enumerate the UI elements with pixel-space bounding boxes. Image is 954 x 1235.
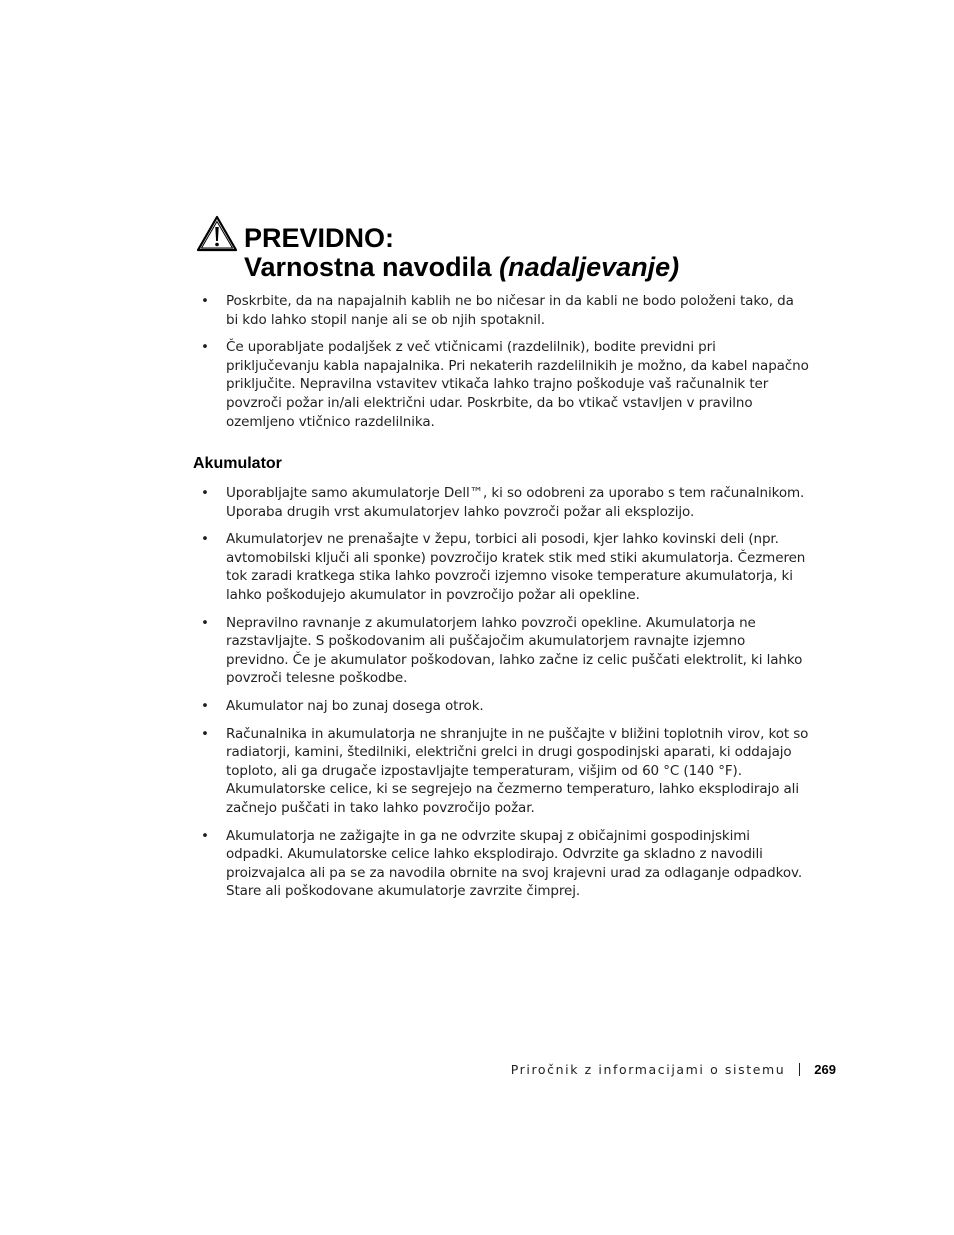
list-item-text: Akumulatorja ne zažigajte in ga ne odvrzite skupaj z običajnimi gospodinjskimi odpadki. Akumulatorske celice lahko eksplodirajo. Odvrzite ga skladno z navodili proizvajalca ali pa se za navodila obrnite na svoj krajevni urad za odlaganje odpadkov. Stare ali poškodovane akumulatorje zavrzite čimprej. [226, 827, 803, 900]
list-item [200, 292, 810, 329]
list-item [200, 530, 810, 604]
warning-triangle-icon [196, 215, 238, 253]
title-italic: (nadaljevanje) [499, 252, 680, 282]
list-item-text: Če uporabljate podaljšek z več vtičnicami (razdelilnik), bodite previdni pri priključevanju kabla napajalnika. Pri nekaterih razdelilnikih je možno, da kabel napačno priključite. Nepravilna vstavitev vtikača lahko trajno poškoduje vaš računalnik ter povzroči požar in/ali električni udar. Poskrbite, da bo vtikač vstavljen v pravilno ozemljeno vtičnico razdelilnika. [226, 339, 809, 430]
title-line-1: PREVIDNO: [244, 223, 395, 253]
list-item [200, 484, 810, 521]
bullet-dot: • [201, 614, 209, 631]
bullet-dot: • [201, 827, 209, 844]
bullet-dot: • [201, 725, 209, 742]
bullet-dot: • [201, 697, 209, 714]
footer-separator [799, 1063, 800, 1076]
battery-bullet-list [200, 484, 810, 910]
list-item-text: Akumulatorjev ne prenašajte v žepu, torbici ali posodi, kjer lahko kovinski deli (npr. avtomobilski ključi ali sponke) povzročijo kratek stik med stiki akumulatorja. Čezmeren tok zaradi kratkega stika lahko povzroči izjemno visoke temperature akumulatorja, ki lahko poškodujejo akumulator in povzročijo požar ali opekline. [226, 531, 806, 603]
list-item-text: Poskrbite, da na napajalnih kablih ne bo ničesar in da kabli ne bodo položeni tako, da bi kdo lahko stopil nanje ali se ob njih spotaknil. [226, 293, 794, 328]
list-item-text: Uporabljajte samo akumulatorje Dell™, ki so odobreni za uporabo s tem računalnikom. Uporaba drugih vrst akumulatorjev lahko povzroči požar ali eksplozijo. [226, 485, 805, 520]
list-item-text: Računalnika in akumulatorja ne shranjujte in ne puščajte v bližini toplotnih virov, kot so radiatorji, kamini, štedilniki, električni grelci in drugi gospodinjski aparati, ki oddajajo toploto, ali ga drugače izpostavljajte temperaturam, višjim od 60 °C (140 °F). Akumulatorske celice, ki se segrejejo na čezmerno temperaturo, lahko eksplodirajo ali začnejo puščati in tako lahko povzročijo požar. [226, 725, 809, 816]
bullet-dot: • [201, 485, 209, 501]
page-footer [511, 1062, 836, 1077]
bullet-dot: • [201, 339, 209, 356]
footer-title: Priročnik z informacijami o sistemu [510, 1062, 786, 1077]
list-item [200, 338, 810, 431]
section-heading: Akumulator [193, 455, 282, 472]
bullet-dot: • [201, 531, 209, 548]
list-item [200, 614, 810, 688]
bullet-dot: • [201, 293, 209, 309]
list-item [200, 697, 810, 716]
title-line-2 [244, 253, 679, 282]
list-item-text: Nepravilno ravnanje z akumulatorjem lahko povzroči opekline. Akumulatorja ne razstavljajte. S poškodovanim ali puščajočim akumulatorjem ravnajte izjemno previdno. Če je akumulator poškodovan, lahko začne iz celic puščati elektrolit, ki lahko povzroči telesne poškodbe. [226, 614, 803, 687]
intro-bullet-list [200, 292, 810, 440]
list-item [200, 827, 810, 901]
title-regular: Varnostna navodila [244, 252, 492, 282]
list-item-text: Akumulator naj bo zunaj dosega otrok. [226, 697, 484, 714]
page-title [244, 224, 679, 282]
page-number: 269 [814, 1062, 836, 1077]
list-item [200, 725, 810, 818]
